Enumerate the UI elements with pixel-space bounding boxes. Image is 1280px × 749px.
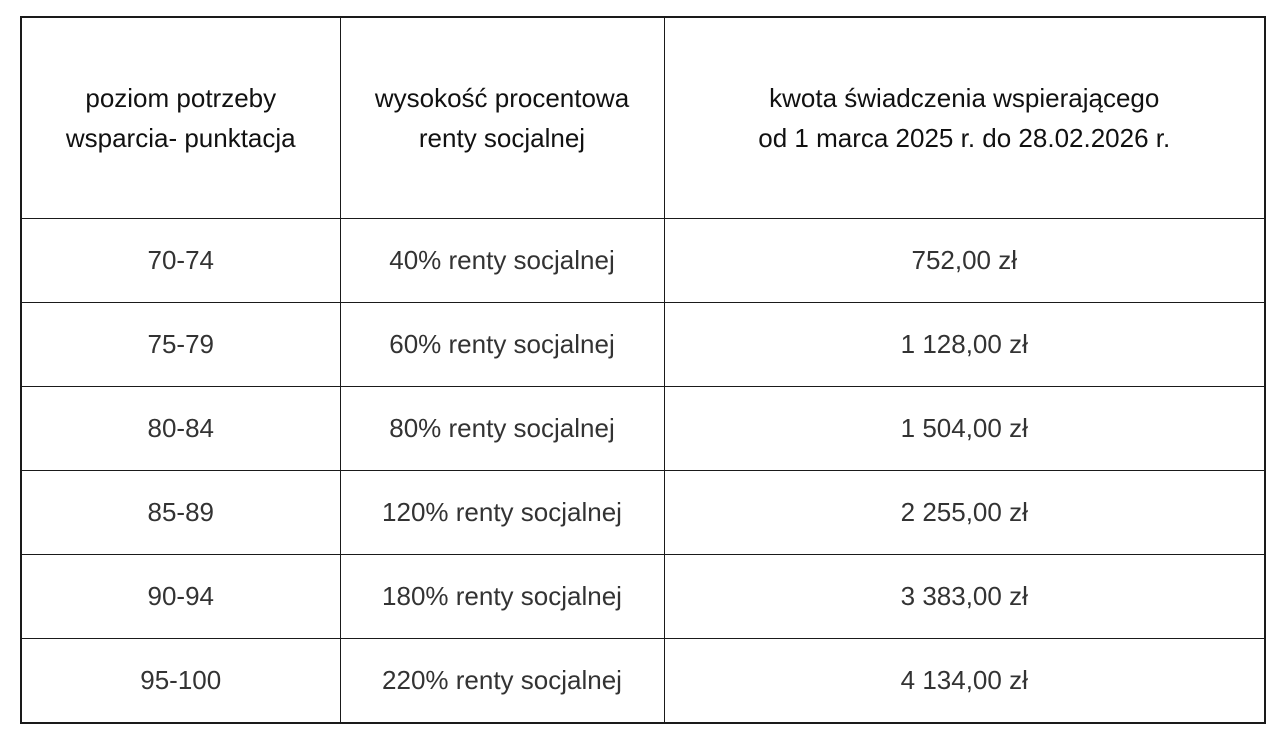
cell-percent: 60% renty socjalnej [340,303,664,387]
cell-amount: 4 134,00 zł [664,639,1265,724]
cell-points: 85-89 [21,471,340,555]
header-row [21,17,1265,219]
table-row [21,555,1265,639]
cell-percent: 120% renty socjalnej [340,471,664,555]
benefit-table [20,16,1266,724]
header-percent [340,17,664,219]
header-points [21,17,340,219]
benefit-table-container [20,16,1264,721]
table-row [21,303,1265,387]
cell-points: 90-94 [21,555,340,639]
header-percent-line1: wysokość procentowa [374,83,630,113]
table-row [21,387,1265,471]
cell-percent: 80% renty socjalnej [340,387,664,471]
header-points-line1: poziom potrzeby [85,83,277,113]
table-body [21,219,1265,724]
cell-percent: 40% renty socjalnej [340,219,664,303]
cell-percent: 220% renty socjalnej [340,639,664,724]
header-points-line2: wsparcia- punktacja [65,123,296,153]
header-percent-line2: renty socjalnej [418,123,586,153]
cell-points: 80-84 [21,387,340,471]
cell-amount: 752,00 zł [664,219,1265,303]
header-amount [664,17,1265,219]
cell-points: 75-79 [21,303,340,387]
table-row [21,471,1265,555]
header-amount-line1: kwota świadczenia wspierającego [769,83,1160,113]
cell-amount: 2 255,00 zł [664,471,1265,555]
header-amount-line2: od 1 marca 2025 r. do 28.02.2026 r. [758,123,1171,153]
cell-percent: 180% renty socjalnej [340,555,664,639]
cell-points: 70-74 [21,219,340,303]
cell-amount: 1 128,00 zł [664,303,1265,387]
cell-amount: 3 383,00 zł [664,555,1265,639]
cell-amount: 1 504,00 zł [664,387,1265,471]
cell-points: 95-100 [21,639,340,724]
table-row [21,639,1265,724]
table-header [21,17,1265,219]
table-row [21,219,1265,303]
